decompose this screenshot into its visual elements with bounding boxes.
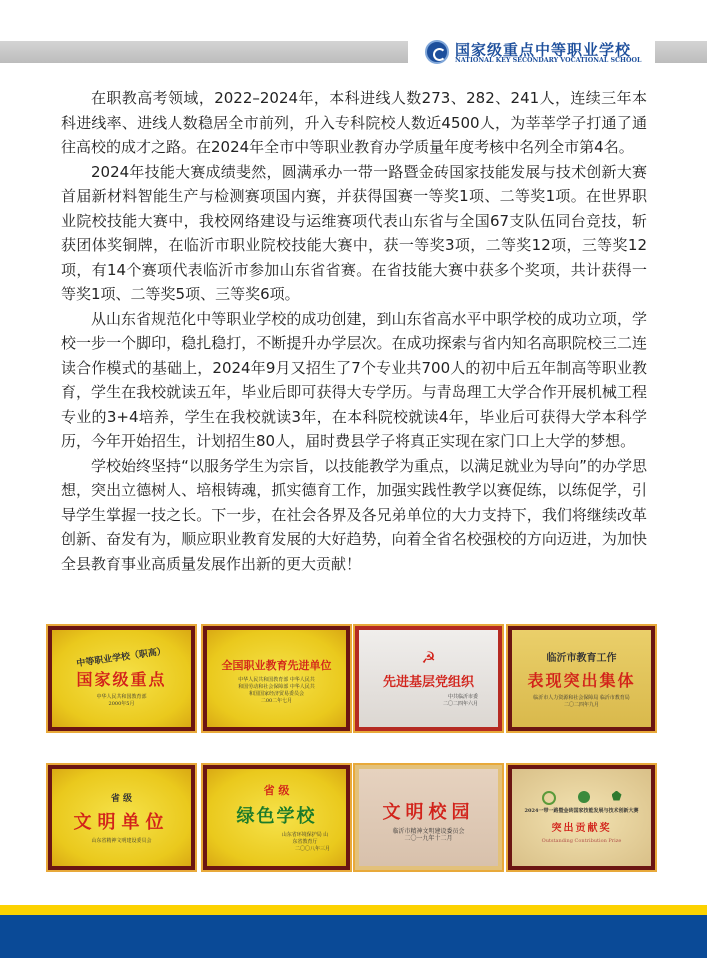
plaque-date: 二00二年七月 <box>260 697 293 704</box>
plaque-date: 二〇〇八年三月 <box>294 846 330 852</box>
plaque-top: 省 级 <box>110 793 133 804</box>
plaque-date: 二〇一九年十二月 <box>404 834 453 842</box>
header-bar-right <box>655 41 707 63</box>
plaque-civilized-unit <box>48 765 195 870</box>
plaque-civilized-campus <box>355 765 502 870</box>
article-body <box>61 86 647 576</box>
plaque-main: 突出贡献奖 <box>551 822 612 834</box>
plaque-issuer: 中共临沂市委 <box>447 694 478 700</box>
plaque-linyi-education <box>508 626 655 731</box>
plaque-party-org <box>355 626 502 731</box>
emblem-icon <box>612 791 622 801</box>
plaque-emblems <box>542 791 622 805</box>
plaque-green-school <box>203 765 350 870</box>
plaque-top: 省 级 <box>263 784 290 797</box>
paragraph: 学校始终坚持“以服务学生为宗旨，以技能教学为重点，以满足就业为导向”的办学思想，突出立德树人、培根铸魂，抓实德育工作，加强实践性教学以赛促练，以练促学，引导学生掌握一技之长。下一步，在社会各界及各兄弟单位的大力支持下，我们将继续改革创新、奋发有为，顺应职业教育发展的大好趋势，向着全省名校强校的方向迈进，为加快全县教育事业高质量发展作出新的更大贡献！ <box>61 456 647 573</box>
header-title: 国家级重点中等职业学校 <box>455 41 632 59</box>
plaque-contribution-prize <box>508 765 655 870</box>
plaque-issuer: 中华人民共和国教育部 中华人民共和国劳动和社会保障部 中华人民共和国国家经济贸易委员会 <box>238 676 315 697</box>
plaque-national-key <box>48 626 195 731</box>
emblem-icon <box>542 791 556 805</box>
plaque-date: 2000年5月 <box>108 700 135 707</box>
plaque-issuer: 临沂市精神文明建设委员会 <box>392 827 465 835</box>
plaque-date: 二〇二四年九月 <box>563 701 599 708</box>
plaque-main: 先进基层党组织 <box>382 675 474 690</box>
plaque-top: 临沂市教育工作 <box>546 652 617 664</box>
plaque-issuer: 山东省环境保护局 山东省教育厅 <box>281 832 329 845</box>
plaque-main: 绿色学校 <box>236 806 317 827</box>
footer-blue-band <box>0 915 707 958</box>
paragraph: 从山东省规范化中等职业学校的成功创建，到山东省高水平中职学校的成功立项，学校一步一个脚印，稳扎稳打，不断提升办学层次。在成功探索与省内知名高职院校三二连读合作模式的基础上，2024年9月又招生了7个专业共700人的初中后五年制高等职业教育，学生在我校就读五年，毕业后即可获得大专学历。与青岛理工大学合作开展机械工程专业的3+4培养，学生在我校就读3年，在本科院校就读4年，毕业后可获得大学本科学历，今年开始招生，计划招生80人，届时费县学子将真正实现在家门口上大学的梦想。 <box>61 309 647 450</box>
plaque-main: 全国职业教育先进单位 <box>221 658 332 672</box>
plaque-main: 文明单位 <box>73 811 170 833</box>
plaque-top: 中等职业学校（职高） <box>76 646 167 669</box>
plaque-main: 表现突出集体 <box>527 670 636 690</box>
footer-yellow-stripe <box>0 905 707 915</box>
emblem-icon <box>578 791 590 803</box>
plaque-top: 2024一带一路暨金砖国家技能发展与技术创新大赛 <box>524 807 639 814</box>
plaque-issuer: 中华人民共和国教育部 <box>96 693 147 700</box>
plaque-issuer: Outstanding Contribution Prize <box>541 837 622 844</box>
paragraph: 在职教高考领域，2022–2024年，本科进线人数273、282、241人，连续三年本科进线率、进线人数稳居全市前列，升入专科院校人数近4500人，为莘莘学子打通了通往高校的成才之路。在2024年全市中等职业教育办学质量年度考核中名列全市第4名。 <box>61 89 647 156</box>
header-bar-left <box>0 41 408 63</box>
paragraph: 2024年技能大赛成绩斐然，圆满承办一带一路暨金砖国家技能发展与技术创新大赛首届新材料智能生产与检测赛项国内赛，并获得国赛一等奖1项、二等奖1项。在世界职业院校技能大赛中，我校网络建设与运维赛项代表山东省与全国67支队伍同台竞技，斩获团体奖铜牌，在临沂市职业院校技能大赛中，获一等奖3项，二等奖12项，三等奖12项，有14个赛项代表临沂市参加山东省省赛。在省技能大赛中获多个奖项，共计获得一等奖1项、二等奖5项、三等奖6项。 <box>61 162 647 303</box>
school-logo-icon <box>425 40 449 64</box>
plaque-main: 国家级重点 <box>76 669 167 689</box>
plaque-national-advanced <box>203 626 350 731</box>
plaque-issuer: 山东省精神文明建设委员会 <box>91 837 152 844</box>
plaque-issuer: 临沂市人力资源和社会保障局 临沂市教育局 <box>533 694 630 701</box>
party-emblem-icon: ☭ <box>421 648 436 667</box>
plaque-main: 文明校园 <box>382 801 475 823</box>
plaque-date: 二〇二四年六月 <box>442 701 478 707</box>
header-subtitle: NATIONAL KEY SECONDARY VOCATIONAL SCHOOL <box>455 57 642 64</box>
